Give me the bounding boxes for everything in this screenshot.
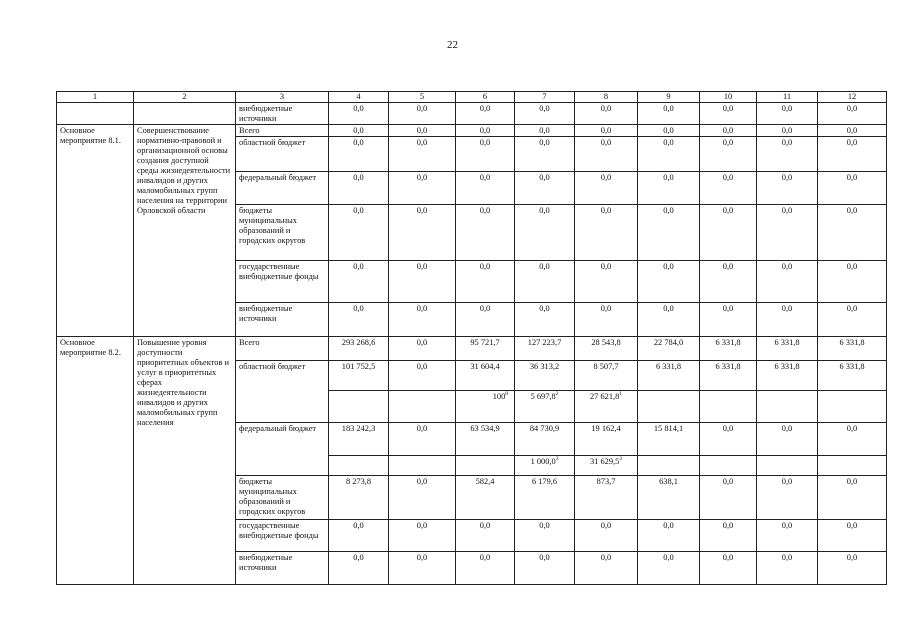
value-cell: 0,0	[389, 337, 456, 361]
value-cell: 0,0	[818, 261, 887, 303]
value-cell: 0,0	[700, 103, 757, 125]
value-cell: 22 784,0	[638, 337, 700, 361]
value-cell: 0,0	[818, 103, 887, 125]
measure-name: Основное мероприятие 8.2.	[57, 337, 134, 585]
source-label: государственные внебюджетные фонды	[236, 520, 329, 552]
value-cell: 0,0	[456, 137, 515, 172]
value-cell: 0,0	[818, 423, 887, 456]
budget-table	[56, 91, 887, 585]
value-cell: 0,0	[389, 125, 456, 137]
value-cell: 0,0	[389, 261, 456, 303]
value-cell: 15 814,1	[638, 423, 700, 456]
value-cell: 0,0	[757, 303, 818, 337]
value-cell: 582,4	[456, 476, 515, 520]
table-row	[57, 125, 887, 137]
value-cell: 873,7	[575, 476, 638, 520]
column-header-1: 1	[57, 92, 134, 103]
value-cell: 6 331,8	[700, 361, 757, 391]
value-cell: 0,0	[575, 261, 638, 303]
column-header-8: 8	[575, 92, 638, 103]
value-cell: 0,0	[456, 520, 515, 552]
value-cell: 6 331,8	[757, 337, 818, 361]
column-header-12: 12	[818, 92, 887, 103]
value-cell: 6 179,6	[515, 476, 575, 520]
value-cell: 0,0	[515, 303, 575, 337]
table-header-row	[57, 92, 887, 103]
value-cell: 0,0	[757, 261, 818, 303]
value-cell: 0,0	[638, 172, 700, 205]
value-cell: 0,0	[575, 303, 638, 337]
value-cell: 0,0	[575, 172, 638, 205]
value-cell: 0,0	[515, 261, 575, 303]
value-cell: 0,0	[456, 261, 515, 303]
table-row	[57, 103, 887, 125]
value-cell: 0,0	[456, 552, 515, 585]
value-cell: 0,0	[389, 172, 456, 205]
source-label: Всего	[236, 337, 329, 361]
value-cell: 0,0	[389, 476, 456, 520]
value-cell: 0,0	[515, 125, 575, 137]
value-cell: 0,0	[329, 172, 389, 205]
value-cell: 0,0	[515, 137, 575, 172]
value-cell: 8 507,7	[575, 361, 638, 391]
measure-description: Совершенствование нормативно-правовой и организационной основы создания доступной среды жизнедеятельности инвалидов и других маломобильных групп населения на территории Орловской области	[134, 125, 236, 337]
value-cell: 0,0	[389, 303, 456, 337]
value-cell: 6 331,8	[757, 361, 818, 391]
value-cell: 0,0	[700, 520, 757, 552]
value-cell: 95 721,7	[456, 337, 515, 361]
column-header-9: 9	[638, 92, 700, 103]
value-cell: 1 000,0$^3$	[515, 456, 575, 476]
column-header-10: 10	[700, 92, 757, 103]
value-cell: 0,0	[515, 205, 575, 261]
value-cell: 0,0	[329, 520, 389, 552]
source-label: внебюджетные источники	[236, 303, 329, 337]
value-cell: 0,0	[638, 303, 700, 337]
value-cell: 0,0	[818, 137, 887, 172]
source-label: Всего	[236, 125, 329, 137]
value-cell: 0,0	[329, 303, 389, 337]
value-cell: 6 331,8	[818, 361, 887, 391]
value-cell: 31 629,5$^3$	[575, 456, 638, 476]
value-cell: 0,0	[818, 476, 887, 520]
column-header-3: 3	[236, 92, 329, 103]
value-cell: 0,0	[638, 103, 700, 125]
value-cell: 0,0	[700, 137, 757, 172]
value-cell: 0,0	[818, 125, 887, 137]
value-cell: 0,0	[818, 303, 887, 337]
measure-name: Основное мероприятие 8.1.	[57, 125, 134, 337]
value-cell: 0,0	[757, 423, 818, 456]
value-cell: 0,0	[329, 205, 389, 261]
value-cell: 0,0	[818, 520, 887, 552]
value-cell: 0,0	[575, 520, 638, 552]
value-cell: 0,0	[638, 552, 700, 585]
value-cell: 5 697,8$^2$	[515, 391, 575, 423]
value-cell: 0,0	[638, 137, 700, 172]
value-cell: 0,0	[757, 552, 818, 585]
value-cell: 0,0	[700, 205, 757, 261]
value-cell: 0,0	[456, 125, 515, 137]
value-cell: 8 273,8	[329, 476, 389, 520]
value-cell: 0,0	[700, 423, 757, 456]
value-cell: 0,0	[575, 552, 638, 585]
value-cell: 84 730,9	[515, 423, 575, 456]
value-cell: 0,0	[515, 520, 575, 552]
column-header-4: 4	[329, 92, 389, 103]
value-cell: 0,0	[329, 552, 389, 585]
value-cell: 0,0	[700, 476, 757, 520]
column-header-11: 11	[757, 92, 818, 103]
value-cell: 0,0	[818, 205, 887, 261]
value-cell: 0,0	[456, 172, 515, 205]
value-cell: 6 331,8	[700, 337, 757, 361]
value-cell: 0,0	[456, 205, 515, 261]
value-cell: 0,0	[389, 552, 456, 585]
value-cell: 0,0	[757, 137, 818, 172]
value-cell: 0,0	[389, 423, 456, 456]
value-cell: 0,0	[575, 125, 638, 137]
page-number: 22	[447, 39, 458, 51]
value-cell: 0,0	[575, 205, 638, 261]
column-header-5: 5	[389, 92, 456, 103]
value-cell: 0,0	[818, 552, 887, 585]
value-cell: 0,0	[456, 103, 515, 125]
source-label: федеральный бюджет	[236, 423, 329, 476]
value-cell: 0,0	[757, 172, 818, 205]
column-header-7: 7	[515, 92, 575, 103]
value-cell: 0,0	[757, 476, 818, 520]
value-cell: 0,0	[389, 520, 456, 552]
source-label: государственные внебюджетные фонды	[236, 261, 329, 303]
value-cell: 31 604,4	[456, 361, 515, 391]
column-header-6: 6	[456, 92, 515, 103]
value-cell: 0,0	[329, 103, 389, 125]
value-cell: 127 223,7	[515, 337, 575, 361]
source-label: областной бюджет	[236, 137, 329, 172]
measure-description: Повышение уровня доступности приоритетных объектов и услуг в приоритетных сферах жизнедеятельности инвалидов и других маломобильных групп населения	[134, 337, 236, 585]
source-label: областной бюджет	[236, 361, 329, 423]
source-label: федеральный бюджет	[236, 172, 329, 205]
table-row	[57, 337, 887, 361]
value-cell: 0,0	[818, 172, 887, 205]
value-cell: 0,0	[757, 103, 818, 125]
value-cell: 36 313,2	[515, 361, 575, 391]
value-cell: 28 543,8	[575, 337, 638, 361]
value-cell: 0,0	[638, 125, 700, 137]
source-label: бюджеты муниципальных образований и городских округов	[236, 476, 329, 520]
value-cell: 0,0	[329, 261, 389, 303]
value-cell: 63 534,9	[456, 423, 515, 456]
value-cell: 0,0	[700, 261, 757, 303]
value-cell: 0,0	[515, 552, 575, 585]
value-cell: 27 621,8$^1$	[575, 391, 638, 423]
value-cell: 0,0	[575, 103, 638, 125]
value-cell: 293 268,6	[329, 337, 389, 361]
value-cell: 0,0	[329, 137, 389, 172]
value-cell: 183 242,3	[329, 423, 389, 456]
source-label: бюджеты муниципальных образований и городских округов	[236, 205, 329, 261]
value-cell: 0,0	[700, 552, 757, 585]
source-label: внебюджетные источники	[236, 103, 329, 125]
value-cell: 0,0	[757, 125, 818, 137]
value-cell: 0,0	[638, 520, 700, 552]
value-cell: 0,0	[757, 205, 818, 261]
value-cell: 0,0	[757, 520, 818, 552]
value-cell: 19 162,4	[575, 423, 638, 456]
value-cell: 0,0	[456, 303, 515, 337]
value-cell: 0,0	[700, 172, 757, 205]
value-cell: 0,0	[329, 125, 389, 137]
value-cell: 0,0	[389, 103, 456, 125]
value-cell: 0,0	[700, 125, 757, 137]
value-cell: 0,0	[575, 137, 638, 172]
value-cell: 0,0	[389, 137, 456, 172]
value-cell: 638,1	[638, 476, 700, 520]
value-cell: 6 331,8	[818, 337, 887, 361]
source-label: внебюджетные источники	[236, 552, 329, 585]
value-cell: 0,0	[700, 303, 757, 337]
value-cell: $100^8$	[456, 391, 515, 423]
value-cell: 101 752,5	[329, 361, 389, 391]
value-cell: 6 331,8	[638, 361, 700, 391]
value-cell: 0,0	[638, 205, 700, 261]
value-cell: 0,0	[515, 172, 575, 205]
value-cell: 0,0	[389, 361, 456, 391]
value-cell: 0,0	[515, 103, 575, 125]
column-header-2: 2	[134, 92, 236, 103]
value-cell: 0,0	[389, 205, 456, 261]
value-cell: 0,0	[638, 261, 700, 303]
